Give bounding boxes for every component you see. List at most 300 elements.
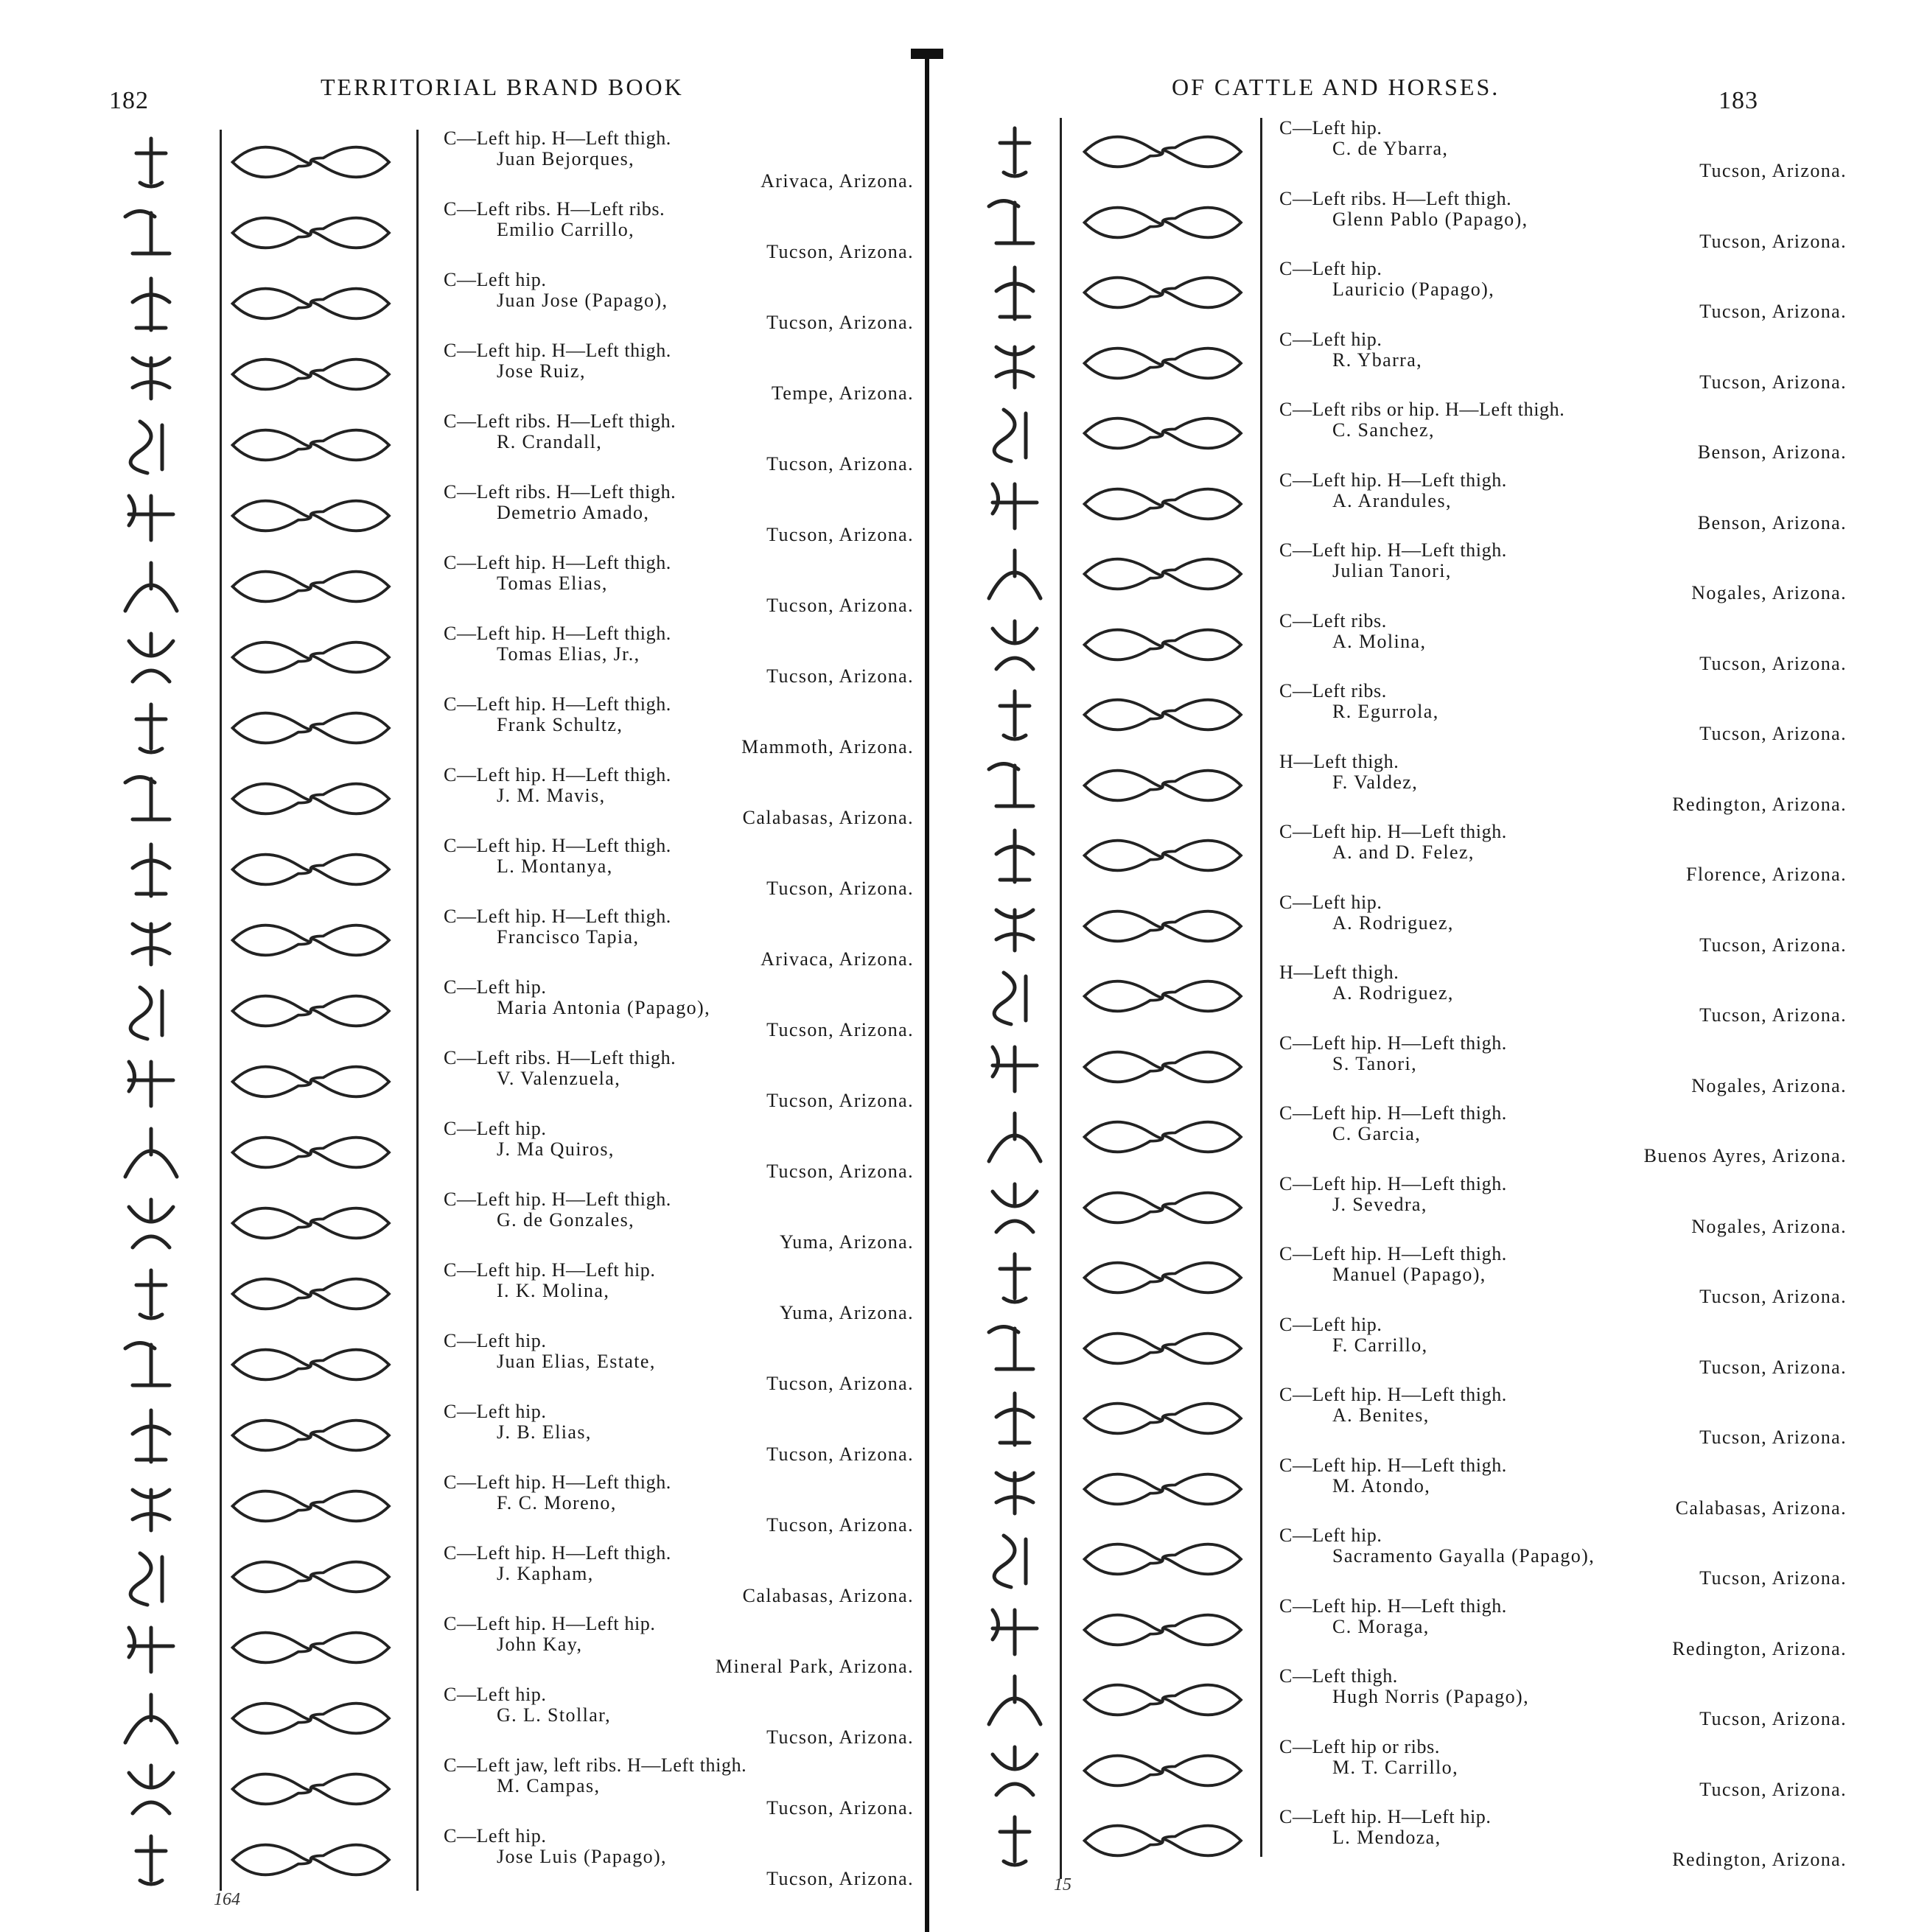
brand-location: C—Left hip. H—Left thigh. xyxy=(1279,1243,1507,1264)
brand-location: C—Left hip. H—Left thigh. xyxy=(1279,1384,1507,1405)
earmark-diagram-icon xyxy=(227,1477,389,1536)
brand-entry xyxy=(974,1313,1895,1384)
owner-location: Tucson, Arizona. xyxy=(766,241,914,262)
entry-text xyxy=(444,480,914,551)
earmark-diagram-icon xyxy=(227,628,389,687)
entry-text xyxy=(444,905,914,976)
owner-name: R. Ybarra, xyxy=(1332,349,1423,371)
brand-entry xyxy=(974,328,1895,399)
brand-location: C—Left hip. xyxy=(444,1401,547,1422)
earmark-diagram-icon xyxy=(227,345,389,404)
entry-text xyxy=(444,1683,914,1754)
earmark-diagram-icon xyxy=(1079,1811,1241,1870)
earmark-diagram-icon xyxy=(227,133,389,192)
earmark-diagram-icon xyxy=(227,1760,389,1819)
entry-text xyxy=(1279,328,1847,399)
brand-location: C—Left ribs. H—Left thigh. xyxy=(444,481,676,503)
earmark-diagram-icon xyxy=(227,486,389,545)
brand-entry xyxy=(974,1665,1895,1735)
earmark-diagram-icon xyxy=(1079,1460,1241,1519)
brand-location: C—Left ribs or hip. H—Left thigh. xyxy=(1279,399,1565,420)
owner-name: F. C. Moreno, xyxy=(497,1492,617,1513)
brand-symbol-icon xyxy=(974,1740,1055,1802)
earmark-diagram-icon xyxy=(227,1123,389,1182)
brand-entry xyxy=(111,1824,914,1895)
entry-text xyxy=(1279,1172,1847,1243)
earmark-diagram-icon xyxy=(1079,1530,1241,1589)
brand-symbol-icon xyxy=(111,131,192,193)
entry-text xyxy=(1279,1454,1847,1525)
brand-location: C—Left hip. H—Left hip. xyxy=(444,1613,656,1634)
earmark-diagram-icon xyxy=(227,1264,389,1323)
owner-location: Mineral Park, Arizona. xyxy=(715,1656,914,1677)
brand-symbol-icon xyxy=(974,1528,1055,1590)
owner-name: A. Rodriguez, xyxy=(1332,982,1454,1004)
brand-location: C—Left hip. H—Left thigh. xyxy=(444,764,671,785)
brand-symbol-icon xyxy=(111,697,192,759)
earmark-diagram-icon xyxy=(227,699,389,757)
owner-location: Tucson, Arizona. xyxy=(1699,160,1847,181)
earmark-diagram-icon xyxy=(1079,1319,1241,1378)
entry-text xyxy=(444,763,914,834)
brand-symbol-icon xyxy=(974,1810,1055,1872)
brand-entry xyxy=(111,480,914,551)
brand-symbol-icon xyxy=(111,1051,192,1113)
brand-entry xyxy=(111,1400,914,1471)
owner-location: Arivaca, Arizona. xyxy=(761,948,914,970)
right-page xyxy=(930,0,1916,1932)
brand-entry xyxy=(111,1541,914,1612)
owner-location: Tucson, Arizona. xyxy=(766,1726,914,1748)
page-number: 182 xyxy=(109,87,149,114)
owner-name: S. Tanori, xyxy=(1332,1052,1417,1074)
owner-location: Tucson, Arizona. xyxy=(1699,1567,1847,1589)
owner-location: Redington, Arizona. xyxy=(1672,1849,1847,1870)
owner-location: Tempe, Arizona. xyxy=(771,382,914,404)
brand-entry xyxy=(111,976,914,1046)
owner-location: Tucson, Arizona. xyxy=(1699,1356,1847,1378)
brand-location: C—Left hip. xyxy=(444,1825,547,1847)
owner-name: L. Mendoza, xyxy=(1332,1827,1441,1848)
earmark-diagram-icon xyxy=(1079,1037,1241,1096)
owner-location: Tucson, Arizona. xyxy=(766,524,914,545)
owner-location: Tucson, Arizona. xyxy=(766,1443,914,1465)
running-header: TERRITORIAL BRAND BOOK xyxy=(321,74,684,100)
entry-text xyxy=(444,197,914,268)
brand-location: C—Left hip. H—Left thigh. xyxy=(444,1189,671,1210)
brand-location: C—Left hip. H—Left thigh. xyxy=(444,906,671,927)
entry-text xyxy=(444,1471,914,1541)
owner-name: Francisco Tapia, xyxy=(497,926,640,948)
brand-entry xyxy=(111,1471,914,1541)
owner-name: Juan Jose (Papago), xyxy=(497,290,668,311)
brand-location: C—Left hip. H—Left thigh. xyxy=(444,1471,671,1493)
owner-location: Tucson, Arizona. xyxy=(766,1373,914,1394)
brand-symbol-icon xyxy=(111,1758,192,1820)
brand-entry xyxy=(974,1735,1895,1806)
owner-name: Maria Antonia (Papago), xyxy=(497,997,710,1018)
brand-entry xyxy=(111,1612,914,1683)
earmark-diagram-icon xyxy=(227,274,389,333)
entry-text xyxy=(1279,1032,1847,1102)
owner-name: I. K. Molina, xyxy=(497,1280,610,1301)
brand-location: C—Left hip. H—Left thigh. xyxy=(1279,1172,1507,1194)
owner-location: Redington, Arizona. xyxy=(1672,1637,1847,1659)
brand-entry xyxy=(111,834,914,905)
owner-name: Jose Ruiz, xyxy=(497,360,586,382)
brand-symbol-icon xyxy=(974,1036,1055,1098)
brand-entry xyxy=(111,127,914,197)
owner-name: Tomas Elias, xyxy=(497,573,608,594)
brand-location: C—Left hip. H—Left thigh. xyxy=(1279,1102,1507,1124)
brand-location: C—Left hip. H—Left thigh. xyxy=(1279,1454,1507,1476)
earmark-diagram-icon xyxy=(1079,334,1241,393)
brand-location: C—Left ribs. xyxy=(1279,609,1387,631)
brand-entry xyxy=(974,1102,1895,1172)
brand-symbol-icon xyxy=(111,1121,192,1183)
owner-name: C. Moraga, xyxy=(1332,1615,1430,1637)
entry-text xyxy=(1279,820,1847,891)
brand-symbol-icon xyxy=(111,1475,192,1537)
brand-entry xyxy=(974,1383,1895,1454)
owner-location: Yuma, Arizona. xyxy=(779,1231,914,1253)
brand-symbol-icon xyxy=(111,1687,192,1749)
earmark-diagram-icon xyxy=(1079,1600,1241,1659)
brand-entry xyxy=(974,1172,1895,1243)
entry-text xyxy=(1279,1805,1847,1876)
brand-location: C—Left hip. xyxy=(444,1330,547,1351)
brand-entry xyxy=(111,693,914,763)
brand-entry xyxy=(111,1259,914,1329)
brand-entry xyxy=(974,1524,1895,1595)
earmark-diagram-icon xyxy=(227,840,389,899)
owner-location: Calabasas, Arizona. xyxy=(742,1585,914,1606)
brand-entry xyxy=(974,469,1895,539)
brand-location: C—Left hip. H—Left thigh. xyxy=(1279,539,1507,561)
owner-name: Jose Luis (Papago), xyxy=(497,1846,667,1867)
earmark-diagram-icon xyxy=(227,1335,389,1394)
entry-text xyxy=(444,127,914,197)
earmark-diagram-icon xyxy=(1079,1107,1241,1166)
brand-symbol-icon xyxy=(974,965,1055,1027)
entry-text xyxy=(444,1612,914,1683)
brand-entry xyxy=(111,1754,914,1824)
earmark-diagram-icon xyxy=(227,1830,389,1889)
owner-name: M. Campas, xyxy=(497,1775,601,1796)
brand-symbol-icon xyxy=(111,1263,192,1325)
owner-location: Calabasas, Arizona. xyxy=(1675,1497,1847,1519)
owner-name: C. de Ybarra, xyxy=(1332,138,1449,159)
brand-entry xyxy=(974,257,1895,328)
earmark-diagram-icon xyxy=(1079,545,1241,603)
brand-entry xyxy=(974,116,1895,187)
entry-text xyxy=(1279,1735,1847,1806)
earmark-diagram-icon xyxy=(227,1618,389,1677)
brand-location: C—Left hip. H—Left thigh. xyxy=(444,623,671,644)
brand-entry xyxy=(111,551,914,622)
brand-entry xyxy=(974,539,1895,609)
brand-entry xyxy=(974,398,1895,469)
owner-name: Glenn Pablo (Papago), xyxy=(1332,208,1528,230)
owner-location: Tucson, Arizona. xyxy=(1699,371,1847,393)
entry-text xyxy=(444,622,914,693)
brand-symbol-icon xyxy=(974,1177,1055,1239)
brand-location: C—Left hip. H—Left thigh. xyxy=(444,835,671,856)
entry-text xyxy=(444,268,914,339)
brand-location: C—Left hip. H—Left thigh. xyxy=(1279,1595,1507,1617)
owner-name: M. T. Carrillo, xyxy=(1332,1756,1458,1778)
brand-symbol-icon xyxy=(111,202,192,264)
owner-location: Tucson, Arizona. xyxy=(766,595,914,616)
entry-text xyxy=(1279,609,1847,680)
footer-mark: 15 xyxy=(1054,1875,1071,1894)
entry-text xyxy=(1279,1242,1847,1313)
entry-text xyxy=(1279,961,1847,1032)
brand-location: C—Left ribs. H—Left ribs. xyxy=(444,198,665,220)
owner-name: A. Molina, xyxy=(1332,630,1427,652)
brand-symbol-icon xyxy=(111,556,192,617)
owner-name: A. Rodriguez, xyxy=(1332,911,1454,934)
earmark-diagram-icon xyxy=(1079,122,1241,181)
owner-name: Lauricio (Papago), xyxy=(1332,279,1495,300)
brand-location: C—Left ribs. xyxy=(1279,680,1387,701)
brand-entry xyxy=(974,1595,1895,1665)
brand-symbol-icon xyxy=(974,543,1055,605)
brand-entry xyxy=(974,1805,1895,1876)
brand-entry xyxy=(974,1242,1895,1313)
brand-entry xyxy=(974,679,1895,750)
brand-location: C—Left hip. xyxy=(1279,258,1382,279)
owner-location: Tucson, Arizona. xyxy=(766,312,914,333)
owner-name: A. and D. Felez, xyxy=(1332,841,1475,863)
entry-text xyxy=(444,1188,914,1259)
owner-name: V. Valenzuela, xyxy=(497,1068,621,1089)
entry-text xyxy=(1279,1383,1847,1454)
owner-name: Julian Tanori, xyxy=(1332,560,1452,581)
brand-symbol-icon xyxy=(111,343,192,405)
brand-symbol-icon xyxy=(974,1387,1055,1449)
entry-text xyxy=(444,410,914,480)
brand-entry xyxy=(974,961,1895,1032)
owner-name: J. Kapham, xyxy=(497,1563,594,1584)
owner-name: A. Benites, xyxy=(1332,1404,1430,1426)
earmark-diagram-icon xyxy=(227,1406,389,1465)
earmark-diagram-icon xyxy=(1079,897,1241,956)
entry-text xyxy=(1279,257,1847,328)
brand-entry xyxy=(111,763,914,834)
owner-name: J. B. Elias, xyxy=(497,1421,592,1443)
entry-text xyxy=(1279,469,1847,539)
earmark-diagram-icon xyxy=(227,769,389,828)
owner-location: Tucson, Arizona. xyxy=(1699,1778,1847,1800)
owner-location: Benson, Arizona. xyxy=(1697,511,1847,533)
brand-entry xyxy=(111,1683,914,1754)
brand-symbol-icon xyxy=(111,485,192,547)
entry-text xyxy=(1279,1313,1847,1384)
owner-name: J. M. Mavis, xyxy=(497,785,606,806)
entry-text xyxy=(444,1824,914,1895)
brand-location: C—Left hip. xyxy=(444,269,547,290)
brand-symbol-icon xyxy=(974,192,1055,253)
owner-location: Tucson, Arizona. xyxy=(766,453,914,475)
entry-text xyxy=(444,1046,914,1117)
brand-entry xyxy=(111,268,914,339)
earmark-diagram-icon xyxy=(1079,263,1241,322)
earmark-diagram-icon xyxy=(1079,826,1241,885)
entry-text xyxy=(444,1329,914,1400)
entry-text xyxy=(444,339,914,410)
owner-name: M. Atondo, xyxy=(1332,1474,1431,1497)
brand-symbol-icon xyxy=(111,980,192,1042)
brand-location: C—Left hip. H—Left thigh. xyxy=(444,552,671,573)
entry-text xyxy=(1279,187,1847,258)
owner-name: Demetrio Amado, xyxy=(497,502,650,523)
owner-location: Tucson, Arizona. xyxy=(766,1161,914,1182)
brand-symbol-icon xyxy=(111,839,192,900)
brand-symbol-icon xyxy=(111,1404,192,1466)
owner-name: L. Montanya, xyxy=(497,855,613,877)
brand-entry xyxy=(974,187,1895,258)
footer-mark: 164 xyxy=(214,1890,240,1909)
brand-entry xyxy=(974,891,1895,962)
owner-name: F. Valdez, xyxy=(1332,771,1419,793)
brand-symbol-icon xyxy=(111,909,192,971)
earmark-diagram-icon xyxy=(227,557,389,616)
owner-name: R. Crandall, xyxy=(497,431,603,452)
earmark-diagram-icon xyxy=(227,1052,389,1111)
brand-location: C—Left ribs. H—Left thigh. xyxy=(444,410,676,432)
owner-location: Nogales, Arizona. xyxy=(1691,1074,1847,1096)
earmark-diagram-icon xyxy=(1079,404,1241,463)
owner-location: Tucson, Arizona. xyxy=(766,1514,914,1536)
brand-location: H—Left thigh. xyxy=(1279,962,1399,983)
earmark-diagram-icon xyxy=(1079,615,1241,674)
owner-location: Tucson, Arizona. xyxy=(766,1019,914,1040)
owner-name: Manuel (Papago), xyxy=(1332,1264,1486,1285)
brand-entry xyxy=(974,1454,1895,1525)
brand-entry xyxy=(111,1188,914,1259)
brand-entry xyxy=(974,820,1895,891)
earmark-diagram-icon xyxy=(1079,967,1241,1026)
brand-symbol-icon xyxy=(111,1829,192,1891)
owner-location: Benson, Arizona. xyxy=(1697,441,1847,463)
entry-text xyxy=(444,693,914,763)
owner-location: Tucson, Arizona. xyxy=(1699,1708,1847,1729)
earmark-diagram-icon xyxy=(1079,1389,1241,1448)
brand-location: C—Left hip. H—Left thigh. xyxy=(444,693,671,715)
entry-text xyxy=(1279,750,1847,821)
brand-entry xyxy=(974,1032,1895,1102)
brand-location: C—Left hip. H—Left thigh. xyxy=(444,340,671,361)
brand-location: C—Left hip. xyxy=(1279,891,1382,913)
brand-entry xyxy=(111,905,914,976)
owner-name: J. Ma Quiros, xyxy=(497,1138,615,1160)
owner-name: Frank Schultz, xyxy=(497,714,623,735)
earmark-diagram-icon xyxy=(227,1547,389,1606)
owner-location: Yuma, Arizona. xyxy=(779,1302,914,1323)
brand-symbol-icon xyxy=(974,121,1055,183)
earmark-diagram-icon xyxy=(1079,1248,1241,1307)
owner-location: Florence, Arizona. xyxy=(1686,864,1847,885)
entry-text xyxy=(444,1541,914,1612)
brand-symbol-icon xyxy=(974,825,1055,886)
owner-name: Sacramento Gayalla (Papago), xyxy=(1332,1545,1595,1567)
brand-location: C—Left hip. xyxy=(1279,1525,1382,1546)
brand-location: C—Left hip or ribs. xyxy=(1279,1735,1440,1757)
owner-location: Tucson, Arizona. xyxy=(1699,1286,1847,1307)
brand-location: C—Left ribs. H—Left thigh. xyxy=(444,1047,676,1068)
owner-location: Tucson, Arizona. xyxy=(1699,1004,1847,1026)
brand-entry xyxy=(111,339,914,410)
brand-entry xyxy=(111,1329,914,1400)
owner-name: Hugh Norris (Papago), xyxy=(1332,1686,1529,1707)
entry-text xyxy=(444,551,914,622)
brand-location: C—Left hip. xyxy=(444,1118,547,1139)
owner-location: Tucson, Arizona. xyxy=(1699,652,1847,674)
brand-symbol-icon xyxy=(974,262,1055,323)
owner-location: Tucson, Arizona. xyxy=(1699,230,1847,252)
owner-name: F. Carrillo, xyxy=(1332,1334,1428,1356)
entry-text xyxy=(444,834,914,905)
brand-entry xyxy=(111,1117,914,1188)
owner-name: Emilio Carrillo, xyxy=(497,219,635,240)
brand-symbol-icon xyxy=(111,768,192,830)
brand-symbol-icon xyxy=(111,273,192,335)
binding-gutter xyxy=(925,52,929,1932)
owner-location: Nogales, Arizona. xyxy=(1691,1215,1847,1237)
brand-symbol-icon xyxy=(974,755,1055,816)
owner-name: C. Garcia, xyxy=(1332,1123,1422,1144)
earmark-diagram-icon xyxy=(227,1689,389,1748)
entry-text xyxy=(444,976,914,1046)
brand-location: H—Left thigh. xyxy=(1279,750,1399,772)
owner-name: A. Arandules, xyxy=(1332,489,1452,511)
earmark-diagram-icon xyxy=(1079,1178,1241,1237)
brand-location: C—Left hip. H—Left thigh. xyxy=(444,127,671,149)
entry-text xyxy=(1279,116,1847,187)
entry-text xyxy=(444,1117,914,1188)
earmark-diagram-icon xyxy=(227,203,389,262)
brand-symbol-icon xyxy=(111,1546,192,1608)
owner-location: Redington, Arizona. xyxy=(1672,793,1847,815)
brand-location: C—Left hip. H—Left hip. xyxy=(444,1259,656,1281)
owner-location: Nogales, Arizona. xyxy=(1691,582,1847,603)
brand-symbol-icon xyxy=(974,1247,1055,1309)
brand-symbol-icon xyxy=(974,614,1055,676)
brand-symbol-icon xyxy=(111,1334,192,1396)
brand-symbol-icon xyxy=(974,1599,1055,1661)
owner-name: R. Egurrola, xyxy=(1332,701,1439,722)
brand-symbol-icon xyxy=(111,414,192,476)
earmark-diagram-icon xyxy=(1079,475,1241,533)
left-page xyxy=(0,0,930,1932)
owner-location: Tucson, Arizona. xyxy=(766,665,914,687)
brand-location: C—Left ribs. H—Left thigh. xyxy=(1279,187,1512,209)
entry-text xyxy=(1279,679,1847,750)
owner-name: C. Sanchez, xyxy=(1332,419,1435,441)
earmark-diagram-icon xyxy=(227,1194,389,1253)
entry-text xyxy=(1279,1665,1847,1735)
owner-name: J. Sevedra, xyxy=(1332,1193,1427,1215)
brand-symbol-icon xyxy=(974,332,1055,394)
owner-location: Tucson, Arizona. xyxy=(1699,301,1847,322)
brand-location: C—Left hip. xyxy=(1279,1313,1382,1335)
earmark-diagram-icon xyxy=(227,981,389,1040)
page-number: 183 xyxy=(1719,87,1758,114)
brand-symbol-icon xyxy=(974,1458,1055,1520)
brand-symbol-icon xyxy=(974,402,1055,464)
brand-location: C—Left hip. H—Left hip. xyxy=(1279,1806,1492,1827)
